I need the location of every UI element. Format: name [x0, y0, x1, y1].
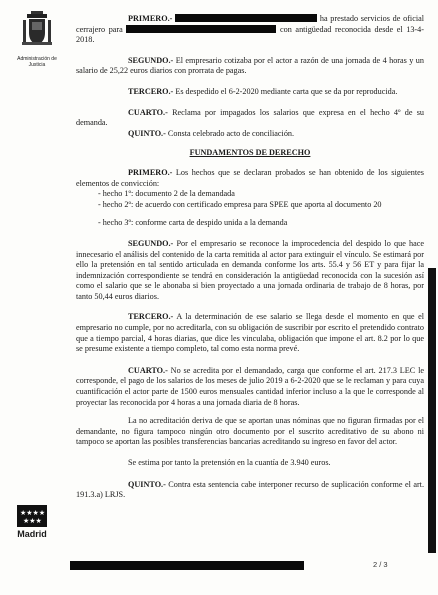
list-item: - hecho 1º: documento 2 de la demandada [98, 189, 235, 199]
hecho-primero: PRIMERO.- ha prestado servicios de oficial cerrajero para con antigüedad reconocida desde el 13-4-2018. [76, 14, 425, 45]
fundamento-primero: PRIMERO.- Los hechos que se declaran probados se han obtenido de los siguientes elementos de convicción: [76, 167, 424, 188]
list-item: - hecho 2º: de acuerdo con certificado empresa para SPEE que aporta al documento 20 [98, 199, 382, 209]
justice-logo-caption: Administración de Justicia [17, 56, 57, 68]
svg-text:★★★: ★★★ [23, 517, 42, 525]
svg-text:★★★★: ★★★★ [20, 509, 46, 517]
hecho-tercero: TERCERO.- Es despedido el 6-2-2020 mediante carta que se da por reproducida. [128, 86, 398, 96]
justice-logo [14, 10, 60, 68]
madrid-flag-icon [17, 505, 47, 527]
redaction [126, 25, 276, 33]
coat-of-arms-icon [21, 10, 53, 50]
madrid-logo [12, 505, 52, 539]
hecho-quinto: QUINTO.- Consta celebrado acto de conciliación. [128, 128, 295, 138]
fundamento-quinto: QUINTO.- Contra esta sentencia cabe interponer recurso de suplicación conforme el art. 191.3.a) LRJS. [76, 479, 424, 500]
fundamento-cuarto-continuation: La no acreditación deriva de que se aportan unas nóminas que no figuran firmadas por el demandante, no figura tampoco ningún otro documento por el suscrito acreditativo de su abono ni tampoco se aportan las posibles transferencias bancarias acreditando su ingreso en favor del actor. [76, 416, 424, 447]
fundamento-tercero: TERCERO.- A la determinación de ese salario se llega desde el momento en que el empresario no cumple, por no acreditarla, con su obligación de suscribir por escrito el pretendido contrato que a tiempo parcial, 4 horas diarias, que dice les vinculaba, obligación que impone el art. 8.2 por lo que se presume existente a tiempo completo, tal como esta norma prevé. [76, 312, 424, 354]
hecho-segundo: SEGUNDO.- El empresario cotizaba por el actor a razón de una jornada de 4 horas y un salario de 25,22 euros diarios con prorrata de pagas. [76, 55, 424, 76]
document-body [76, 14, 424, 501]
section-heading: FUNDAMENTOS DE DERECHO [189, 148, 311, 158]
list-item: - hecho 3º: conforme carta de despido unida a la demanda [98, 218, 288, 228]
hecho-cuarto: CUARTO.- Reclama por impagados los salarios que expresa en el hecho 4º de su demanda. [76, 107, 425, 128]
side-bar [428, 268, 436, 553]
redaction [175, 14, 317, 22]
fundamento-cuarto: CUARTO.- No se acredita por el demandado, carga que conforme el art. 217.3 LEC le corresponde, el pago de los salarios de los meses de julio 2019 a 6-2-2020 que se le reclaman y para cuya cuantificación el actor parte de 1500 euros mensuales cantidad inferior incluso a la que le corresponde al proyectar las reconocida por 4 horas a una jornada diaria de 8 horas. [76, 365, 425, 407]
page-number: 2 / 3 [373, 560, 388, 569]
fundamento-cuarto-conclusion: Se estima por tanto la pretensión en la cuantía de 3.940 euros. [128, 458, 331, 467]
madrid-logo-caption: Madrid [17, 529, 47, 539]
footer-redaction [70, 561, 304, 570]
fundamento-segundo: SEGUNDO.- Por el empresario se reconoce la improcedencia del despido lo que hace innecesario el análisis del contenido de la carta remitida al actor para extinguir el vínculo. Se estimará por ello la pretensión en tal sentido articulada en demanda conforme los arts. 55.4 y 56 ET y para fijar la indemnización correspondiente se tendrá en consideración la antigüedad reconocida con la sucesión así como el salario que se le abonaba si bien proyectado a una jornada ordinaria de trabajo de 8 horas, por tanto 50,44 euros diarios. [76, 238, 425, 301]
